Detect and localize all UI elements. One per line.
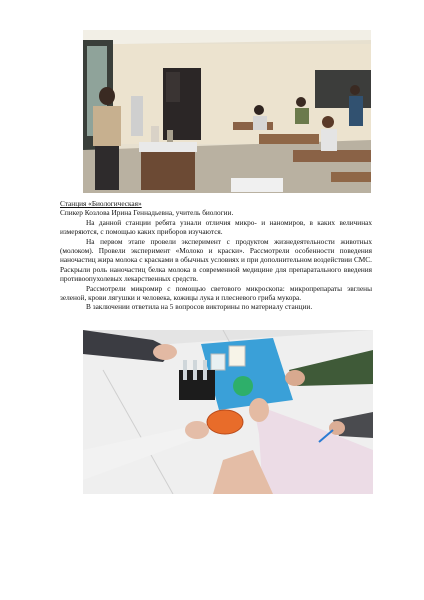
paragraph-1: На данной станции ребята узнали отличия микро- и наномиров, в каких величинах измеряются, с помощью каких приборов изучаются. bbox=[60, 217, 372, 237]
article-text bbox=[60, 199, 372, 312]
speaker-line: Спикер Козлова Ирина Геннадьевна, учитель биологии. bbox=[60, 208, 234, 218]
experiment-illustration bbox=[83, 330, 373, 494]
classroom-illustration bbox=[83, 30, 371, 193]
station-title: Станция «Биологическая» bbox=[60, 199, 142, 208]
paragraph-4: В заключении ответила на 5 вопросов викторины по материалу станции. bbox=[86, 302, 313, 312]
classroom-photo bbox=[83, 30, 371, 193]
paragraph-3: Рассмотрели микромир с помощью светового микроскопа: микропрепараты эвглены зеленой, крови лягушки и человека, кожицы лука и плесневого гриба мукора. bbox=[60, 283, 372, 303]
experiment-photo bbox=[83, 330, 373, 494]
paragraph-2: На первом этапе провели эксперимент с продуктом жизнедеятельности животных (молоком). Провели эксперимент «Молоко и краски». Рассмотрели особенности поведения наночастиц жира молока с красками в обычных условиях и при дополнительном воздействии СМС. Раскрыли роль наночастиц белка молока в современной медицине для препаратального введения противоопухолевых лекарственных средств. bbox=[60, 236, 372, 284]
